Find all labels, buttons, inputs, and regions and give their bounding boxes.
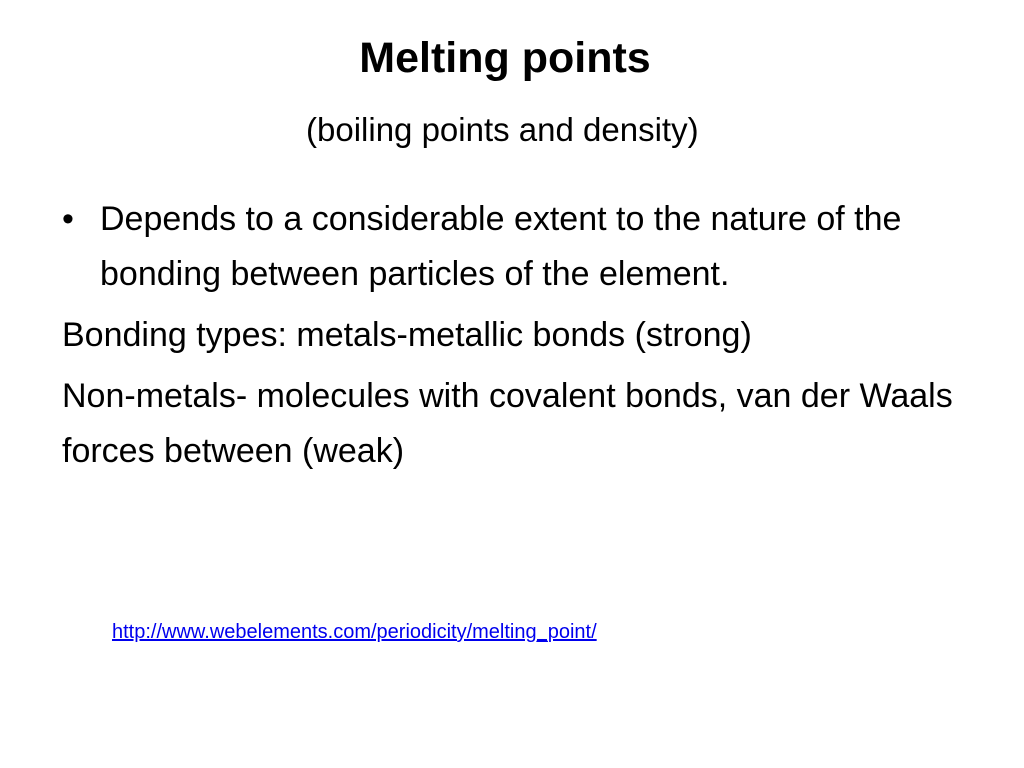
bullet-item	[62, 192, 972, 302]
paragraph-bonding-types: Bonding types: metals-metallic bonds (strong)	[62, 316, 752, 354]
bullet-icon: •	[62, 200, 74, 238]
slide-title: Melting points	[359, 34, 651, 82]
bullet-text: Depends to a considerable extent to the nature of the bonding between particles of the element.	[100, 200, 902, 293]
slide-body	[62, 192, 972, 485]
reference-link[interactable]: http://www.webelements.com/periodicity/melting_point/	[112, 621, 597, 643]
slide-subtitle: (boiling points and density)	[306, 111, 699, 148]
paragraph-non-metals: Non-metals- molecules with covalent bonds, van der Waals forces between (weak)	[62, 377, 953, 470]
